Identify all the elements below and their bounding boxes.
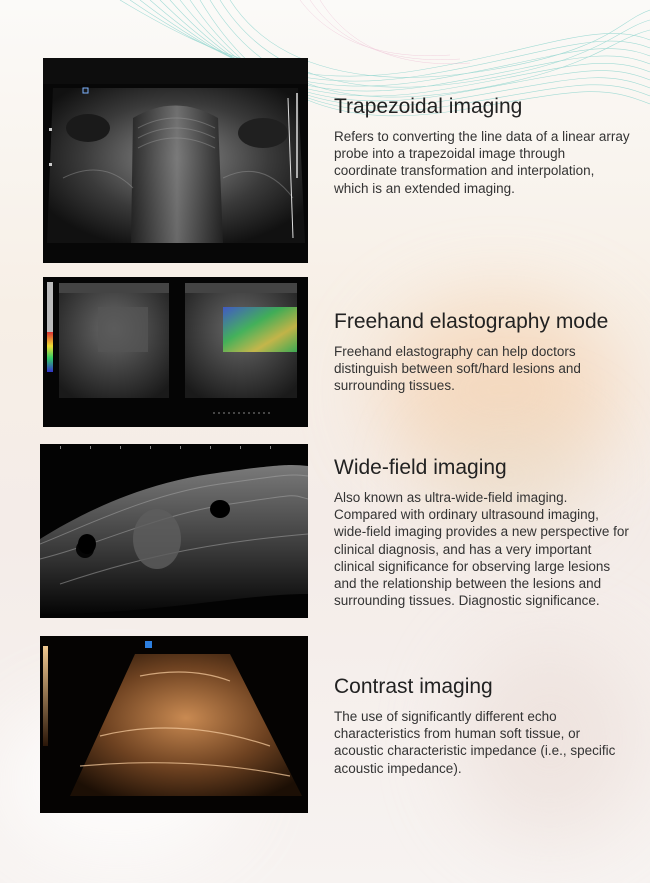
contrast-ultrasound-image — [40, 636, 308, 813]
wide-field-ultrasound-image — [40, 444, 308, 618]
section-trapezoidal — [334, 94, 630, 197]
section-description: Freehand elastography can help doctors distinguish between soft/hard lesions and surrounding tissues. — [334, 344, 581, 394]
trapezoidal-ultrasound-image — [43, 58, 308, 263]
section-description: Refers to converting the line data of a linear array probe into a trapezoidal image through coordinate transformation and interpolation, which is an extended imaging. — [334, 129, 630, 196]
section-title: Trapezoidal imaging — [334, 95, 523, 118]
section-elastography — [334, 309, 630, 395]
section-title: Freehand elastography mode — [334, 310, 609, 333]
section-contrast — [334, 674, 630, 777]
section-title: Wide-field imaging — [334, 456, 507, 479]
elastography-ultrasound-image — [43, 277, 308, 427]
section-title: Contrast imaging — [334, 675, 493, 698]
section-description: The use of significantly different echo characteristics from human soft tissue, or acoustic characteristic impedance (i.e., specific acoustic impedance). — [334, 709, 616, 776]
section-description: Also known as ultra-wide-field imaging. Compared with ordinary ultrasound imaging, wide-field imaging provides a new perspective for clinical diagnosis, and has a very important clinical significance for observing large lesions and the relationship between the lesions and surrounding tissues. Diagnostic significance. — [334, 490, 629, 609]
section-wide-field — [334, 455, 630, 609]
